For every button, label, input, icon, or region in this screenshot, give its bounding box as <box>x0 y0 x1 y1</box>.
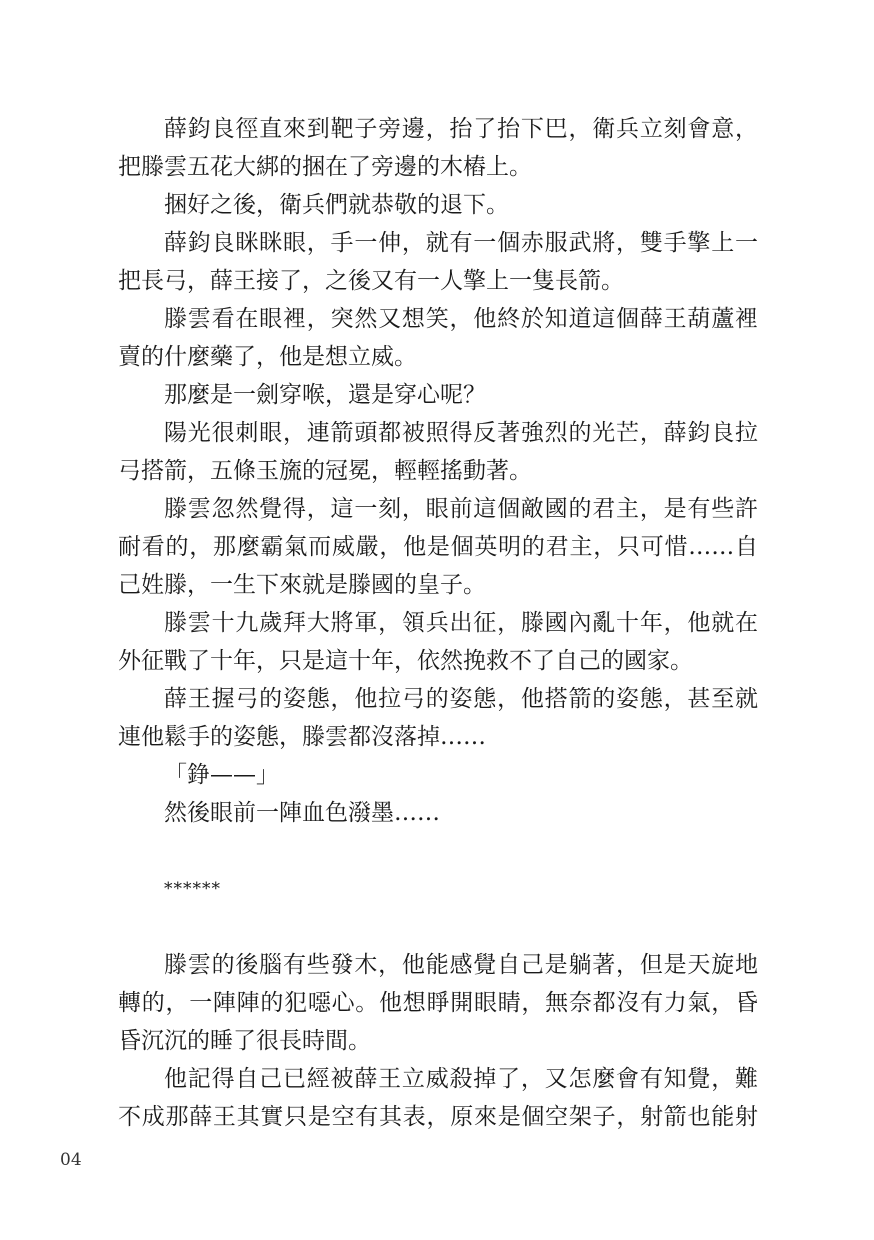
text-line: 把長弓，薛王接了，之後又有一人擎上一隻長箭。 <box>118 268 624 294</box>
text-line: 己姓滕，一生下來就是滕國的皇子。 <box>118 572 486 598</box>
text-line: 捆好之後，衛兵們就恭敬的退下。 <box>164 192 509 218</box>
text-line: 滕雲十九歲拜大將軍，領兵出征，滕國內亂十年，他就在 <box>164 610 758 636</box>
text-line: 那麼是一劍穿喉，還是穿心呢？ <box>164 382 486 408</box>
text-line: 滕雲忽然覺得，這一刻，眼前這個敵國的君主，是有些許 <box>164 496 758 522</box>
scene-separator: ****** <box>164 879 221 899</box>
text-line: 耐看的，那麼霸氣而威嚴，他是個英明的君主，只可惜……自 <box>118 534 758 560</box>
text-line: 連他鬆手的姿態，滕雲都沒落掉…… <box>118 724 486 750</box>
body-text <box>118 110 758 1136</box>
text-line: 他記得自己已經被薛王立威殺掉了，又怎麼會有知覺，難 <box>164 1066 758 1092</box>
text-line: 滕雲的後腦有些發木，他能感覺自己是躺著，但是天旋地 <box>164 952 758 978</box>
text-line: 賣的什麼藥了，他是想立威。 <box>118 344 417 370</box>
text-line: 昏沉沉的睡了很長時間。 <box>118 1028 371 1054</box>
text-line: 弓搭箭，五條玉旒的冠冕，輕輕搖動著。 <box>118 458 532 484</box>
text-line: 外征戰了十年，只是這十年，依然挽救不了自己的國家。 <box>118 648 693 674</box>
text-line: 然後眼前一陣血色潑墨…… <box>164 800 440 826</box>
text-line: 薛鈞良徑直來到靶子旁邊，抬了抬下巴，衛兵立刻會意， <box>164 116 758 142</box>
text-line: 陽光很刺眼，連箭頭都被照得反著強烈的光芒，薛鈞良拉 <box>164 420 758 446</box>
text-line: 薛王握弓的姿態，他拉弓的姿態，他搭箭的姿態，甚至就 <box>164 686 758 712</box>
text-line: 薛鈞良眯眯眼，手一伸，就有一個赤服武將，雙手擎上一 <box>164 230 758 256</box>
text-line: 轉的，一陣陣的犯噁心。他想睜開眼睛，無奈都沒有力氣，昏 <box>118 990 758 1016</box>
blank-line <box>118 908 758 946</box>
text-line: 「錚——」 <box>164 762 279 788</box>
text-line: 把滕雲五花大綁的捆在了旁邊的木樁上。 <box>118 154 532 180</box>
text-line: 不成那薛王其實只是空有其表，原來是個空架子，射箭也能射 <box>118 1104 758 1130</box>
page-number: 04 <box>60 1150 82 1170</box>
text-line: 滕雲看在眼裡，突然又想笑，他終於知道這個薛王葫蘆裡 <box>164 306 758 332</box>
blank-line <box>118 832 758 870</box>
